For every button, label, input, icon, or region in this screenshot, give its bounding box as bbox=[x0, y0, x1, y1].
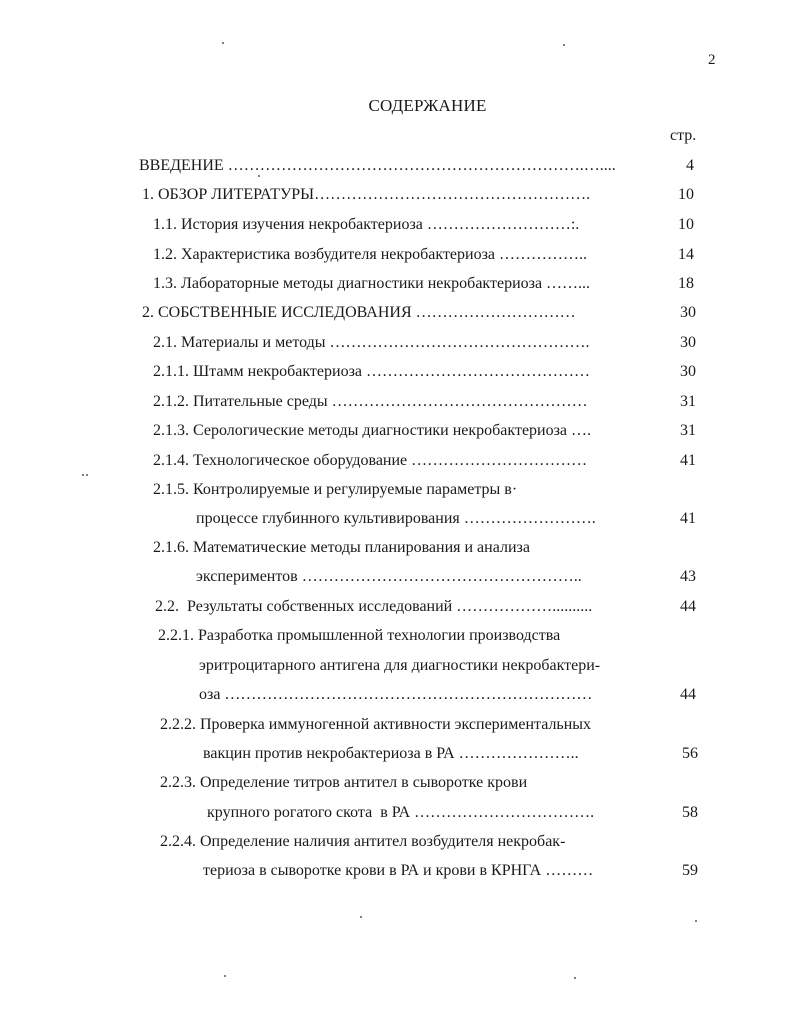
toc-page-2-1-3: 31 bbox=[680, 422, 696, 439]
toc-entry-2-2-1-cont1: эритроцитарного антигена для диагностики некробактери- bbox=[199, 657, 601, 674]
toc-entry-2-2-4: 2.2.4. Определение наличия антител возбудителя некробак- bbox=[160, 833, 566, 850]
toc-page-1-2: 14 bbox=[678, 246, 694, 263]
toc-entry-2-1-5-cont: процессе глубинного культивирования ……………………. bbox=[196, 510, 596, 527]
toc-entry-2-1-6-cont: экспериментов …………………………………………….. bbox=[196, 568, 582, 585]
toc-entry-2: 2. СОБСТВЕННЫЕ ИССЛЕДОВАНИЯ ………………………… bbox=[142, 304, 576, 321]
toc-entry-introduction: ВВЕДЕНИЕ ………………………………………………………….….... bbox=[139, 157, 616, 174]
scan-speck bbox=[563, 44, 565, 46]
page-column-header: стр. bbox=[670, 127, 697, 144]
toc-entry-2-2-2-cont: вакцин против некробактериоза в РА ………………….. bbox=[203, 745, 579, 762]
toc-page-1-3: 18 bbox=[678, 275, 694, 292]
toc-entry-2-2: 2.2. Результаты собственных исследований ……………….......... bbox=[155, 598, 593, 615]
toc-entry-2-2-2: 2.2.2. Проверка иммуногенной активности экспериментальных bbox=[160, 716, 592, 733]
toc-entry-2-2-1: 2.2.1. Разработка промышленной технологии производства bbox=[158, 627, 561, 644]
toc-page-2-1-1: 30 bbox=[680, 363, 696, 380]
page-number: 2 bbox=[708, 52, 716, 68]
toc-entry-2-2-4-cont: териоза в сыворотке крови в РА и крови в КРНГА ……… bbox=[203, 862, 594, 879]
toc-entry-2-1-4: 2.1.4. Технологическое оборудование …………………………… bbox=[153, 452, 588, 469]
toc-entry-2-2-3-cont: крупного рогатого скота в РА ……………………………. bbox=[207, 804, 595, 821]
toc-entry-2-1-6: 2.1.6. Математические методы планирования и анализа bbox=[153, 539, 530, 556]
toc-entry-2-1-5: 2.1.5. Контролируемые и регулируемые параметры в· bbox=[153, 481, 518, 498]
toc-entry-2-1: 2.1. Материалы и методы …………………………………………. bbox=[153, 334, 590, 351]
toc-page-2-1: 30 bbox=[680, 334, 696, 351]
scan-speck bbox=[224, 975, 226, 977]
toc-entry-2-1-2: 2.1.2. Питательные среды ………………………………………… bbox=[153, 393, 588, 410]
scan-speck bbox=[86, 474, 88, 476]
toc-entry-2-1-3: 2.1.3. Серологические методы диагностики некробактериоза …. bbox=[153, 422, 592, 439]
toc-entry-2-1-1: 2.1.1. Штамм некробактериоза …………………………………… bbox=[153, 363, 590, 380]
toc-entry-1-1: 1.1. История изучения некробактериоза ………………………:. bbox=[153, 216, 580, 233]
toc-entry-2-2-1-cont2: оза …………………………………………………………… bbox=[199, 686, 593, 703]
toc-page-1-1: 10 bbox=[678, 216, 694, 233]
toc-entry-1-2: 1.2. Характеристика возбудителя некробактериоза …………….. bbox=[153, 246, 588, 263]
toc-page-2-2-2: 56 bbox=[682, 745, 698, 762]
scan-speck bbox=[574, 977, 576, 979]
toc-page-2-2-1: 44 bbox=[680, 686, 696, 703]
toc-page-2-2-3: 58 bbox=[682, 804, 698, 821]
page-title: СОДЕРЖАНИЕ bbox=[368, 96, 487, 115]
scan-speck bbox=[695, 920, 697, 922]
toc-page-2-1-4: 41 bbox=[680, 452, 696, 469]
toc-page-2-2: 44 bbox=[680, 598, 696, 615]
scan-speck bbox=[360, 916, 362, 918]
toc-page-introduction: 4 bbox=[686, 157, 694, 174]
toc-page-1: 10 bbox=[678, 186, 694, 203]
toc-page-2-1-5: 41 bbox=[680, 510, 696, 527]
toc-entry-2-2-3: 2.2.3. Определение титров антител в сыворотке крови bbox=[160, 774, 528, 791]
scan-speck bbox=[222, 42, 224, 44]
toc-page-2-1-6: 43 bbox=[680, 568, 696, 585]
toc-entry-1: 1. ОБЗОР ЛИТЕРАТУРЫ……………………………………………. bbox=[142, 186, 591, 203]
toc-entry-1-3: 1.3. Лабораторные методы диагностики некробактериоза ……... bbox=[153, 275, 591, 292]
toc-page-2: 30 bbox=[680, 304, 696, 321]
toc-page-2-1-2: 31 bbox=[680, 393, 696, 410]
scan-speck bbox=[258, 175, 260, 177]
toc-page-2-2-4: 59 bbox=[682, 862, 698, 879]
scan-speck bbox=[82, 474, 84, 476]
